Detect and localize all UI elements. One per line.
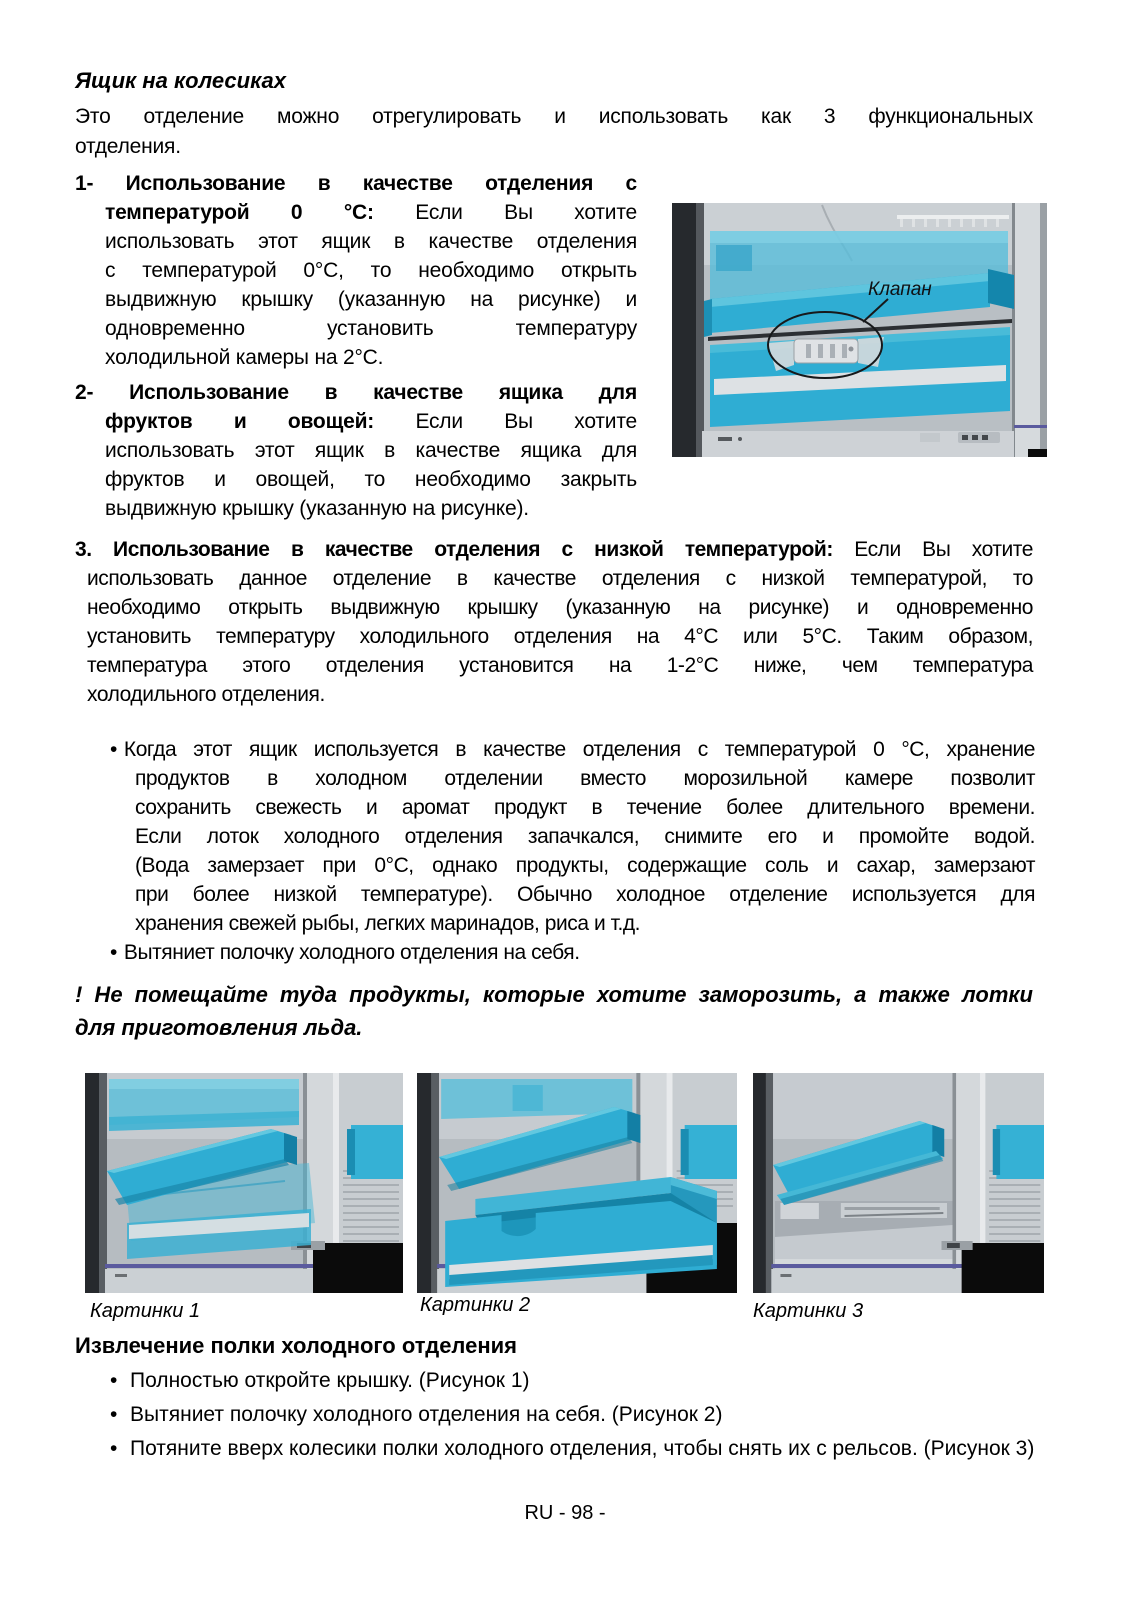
item-number: 2- xyxy=(75,381,94,404)
bullet-text: продуктов в холодном отделении вместо морозильной камере позволит xyxy=(135,767,1035,790)
bullet-item: • Вытяниет полочку холодного отделения на себя. xyxy=(110,938,1035,967)
item-text: Если Вы хотите xyxy=(415,201,637,224)
valve-label: Клапан xyxy=(868,279,932,300)
bullet-text: при более низкой температуре). Обычно холодное отделение используется для xyxy=(135,883,1035,906)
item-text: Если Вы хотите xyxy=(854,538,1033,561)
item-text: с температурой 0°С, то необходимо открыть xyxy=(105,259,637,282)
item-text: необходимо открыть выдвижную крышку (указанную на рисунке) и одновременно xyxy=(87,596,1033,619)
intro-line: Это отделение можно отрегулировать и использовать как 3 функциональных xyxy=(75,105,1033,128)
numbered-list xyxy=(75,169,637,523)
figure-caption-1: Картинки 1 xyxy=(90,1300,201,1322)
intro-paragraph xyxy=(75,102,1033,162)
item-text: использовать этот ящик в качестве ящика для xyxy=(105,439,637,462)
list-item-1 xyxy=(75,169,637,372)
figure-caption-2: Картинки 2 xyxy=(420,1294,531,1316)
warning-line: для приготовления льда. xyxy=(75,1015,363,1040)
item-number: 3. xyxy=(75,538,92,561)
item-text: холодильной камеры на 2°С. xyxy=(105,346,384,369)
item-text: холодильного отделения. xyxy=(87,683,325,706)
item-text: температура этого отделения установится на 1-2°С ниже, чем температура xyxy=(87,654,1033,677)
page-number: RU - 98 - xyxy=(524,1502,606,1524)
step-bullet: • Полностью откройте крышку. (Рисунок 1) xyxy=(108,1366,1048,1395)
item-text: использовать этот ящик в качестве отделения xyxy=(105,230,637,253)
intro-line: отделения. xyxy=(75,135,181,158)
step-1-illustration xyxy=(85,1073,403,1293)
list-item-2 xyxy=(75,378,637,523)
item-text: выдвижную крышку (указанную на рисунке). xyxy=(105,497,529,520)
step-3-illustration xyxy=(753,1073,1044,1293)
fridge-valve-illustration xyxy=(672,203,1047,457)
item-text: установить температуру холодильного отделения на 4°С или 5°С. Таким образом, xyxy=(87,625,1033,648)
warning-note xyxy=(75,978,1033,1044)
item-heading: Использование в качестве отделения с xyxy=(125,172,638,195)
valve-slider xyxy=(794,339,858,363)
section-heading: Извлечение полки холодного отделения xyxy=(75,1333,517,1358)
step-2-illustration xyxy=(417,1073,737,1293)
figure-step-3 xyxy=(753,1073,1044,1293)
step-bullet: • Вытяниет полочку холодного отделения на себя. (Рисунок 2) xyxy=(108,1400,1048,1429)
figure-step-1 xyxy=(85,1073,403,1293)
page-title: Ящик на колесиках xyxy=(75,68,286,93)
item-number: 1- xyxy=(75,172,94,195)
item-heading: Использование в качестве отделения с низкой температурой: xyxy=(113,538,833,561)
figure-fridge-valve xyxy=(672,203,1047,457)
bullet-text: сохранить свежесть и аромат продукт в течение более длительного времени. xyxy=(135,796,1035,819)
bullet-item: • Когда этот ящик используется в качестве отделения с температурой 0 °С, хранение xyxy=(110,735,1035,764)
bullet-text: Если лоток холодного отделения запачкался, снимите его и промойте водой. xyxy=(135,825,1035,848)
item-text: выдвижную крышку (указанную на рисунке) и xyxy=(105,288,637,311)
item-heading: Использование в качестве ящика для xyxy=(129,381,637,404)
item-heading: температурой 0 °С: xyxy=(105,201,374,224)
bullet-list xyxy=(110,735,1035,967)
list-item-3 xyxy=(75,535,1033,709)
warning-line: ! Не помещайте туда продукты, которые хотите заморозить, а также лотки xyxy=(75,982,1033,1007)
bullet-text: хранения свежей рыбы, легких маринадов, риса и т.д. xyxy=(135,912,641,935)
bullet-text: (Вода замерзает при 0°С, однако продукты, содержащие соль и сахар, замерзают xyxy=(135,854,1035,877)
item-text: Если Вы хотите xyxy=(415,410,637,433)
item-text: одновременно установить температуру xyxy=(105,317,637,340)
item-text: использовать данное отделение в качестве отделения с низкой температурой, то xyxy=(87,567,1033,590)
step-bullet: • Потяните вверх колесики полки холодного отделения, чтобы снять их с рельсов. (Рисунок 3) xyxy=(108,1434,1048,1463)
item-text: фруктов и овощей, то необходимо закрыть xyxy=(105,468,637,491)
figure-caption-3: Картинки 3 xyxy=(753,1300,864,1322)
figure-step-2 xyxy=(417,1073,737,1293)
steps-bullet-list xyxy=(108,1366,1048,1468)
item-heading: фруктов и овощей: xyxy=(105,410,375,433)
